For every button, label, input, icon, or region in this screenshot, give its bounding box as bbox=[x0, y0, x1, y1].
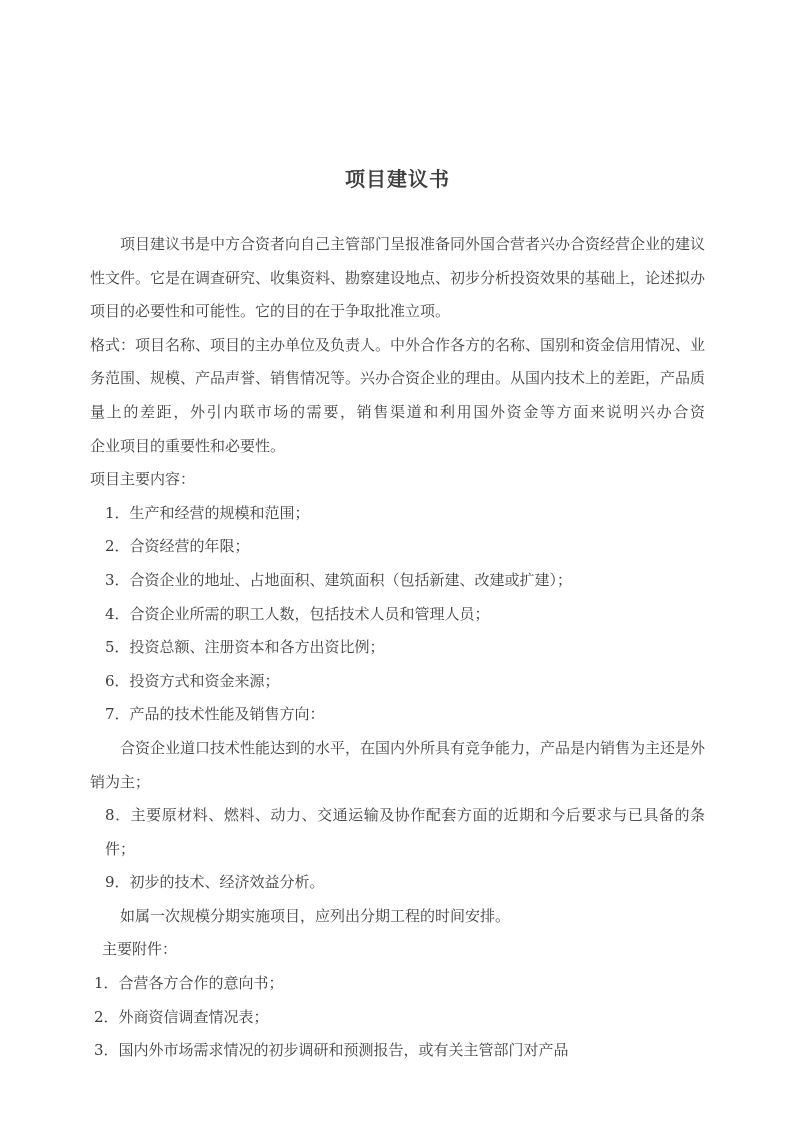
main-item-9: 9．初步的技术、经济效益分析。 bbox=[105, 873, 325, 892]
main-item-6: 6．投资方式和资金来源； bbox=[105, 671, 280, 690]
attachment-item-3: 3．国内外市场需求情况的初步调研和预测报告，或有关主管部门对产品 bbox=[94, 1041, 569, 1060]
attachment-item-2: 2．外商资信调查情况表； bbox=[94, 1007, 269, 1026]
main-item-8: 8．主要原材料、燃料、动力、交通运输及协作配套方面的近期和今后要求与已具备的条件； bbox=[105, 806, 705, 858]
main-item-2: 2．合资经营的年限； bbox=[105, 537, 250, 556]
intro-paragraph: 项目建议书是中方合资者向自己主管部门呈报准备同外国合营者兴办合资经营企业的建议性文件。它是在调查研究、收集资料、勘察建设地点、初步分析投资效果的基础上，论述拟办项目的必要性和可能性。它的目的在于争取批准立项。 bbox=[90, 235, 706, 321]
format-paragraph: 格式：项目名称、项目的主办单位及负责人。中外合作各方的名称、国别和资金信用情况、业务范围、规模、产品声誉、销售情况等。兴办合资企业的理由。从国内技术上的差距，产品质量上的差距，外引内联市场的需要，销售渠道和利用国外资金等方面来说明兴办合资 企业项目的重要性和必要性。 bbox=[90, 335, 766, 455]
attachment-item-1: 1．合营各方合作的意向书； bbox=[94, 974, 284, 993]
document-title: 项目建议书 bbox=[345, 167, 450, 191]
main-item-1: 1．生产和经营的规模和范围； bbox=[105, 503, 310, 522]
main-content-heading: 项目主要内容： bbox=[90, 470, 196, 489]
main-item-7: 7．产品的技术性能及销售方向： bbox=[105, 705, 325, 724]
main-item-5: 5．投资总额、注册资本和各方出资比例； bbox=[105, 638, 385, 657]
main-item-4: 4．合资企业所需的职工人数，包括技术人员和管理人员； bbox=[105, 604, 490, 623]
attachments-heading: 主要附件： bbox=[102, 940, 178, 959]
main-item-3: 3．合资企业的地址、占地面积、建筑面积（包括新建、改建或扩建）； bbox=[105, 570, 573, 589]
item7-detail-paragraph: 合资企业道口技术性能达到的水平，在国内外所具有竞争能力，产品是内销售为主还是外销为主； bbox=[90, 738, 706, 791]
phased-project-note: 如属一次规模分期实施项目，应列出分期工程的时间安排。 bbox=[120, 906, 511, 925]
